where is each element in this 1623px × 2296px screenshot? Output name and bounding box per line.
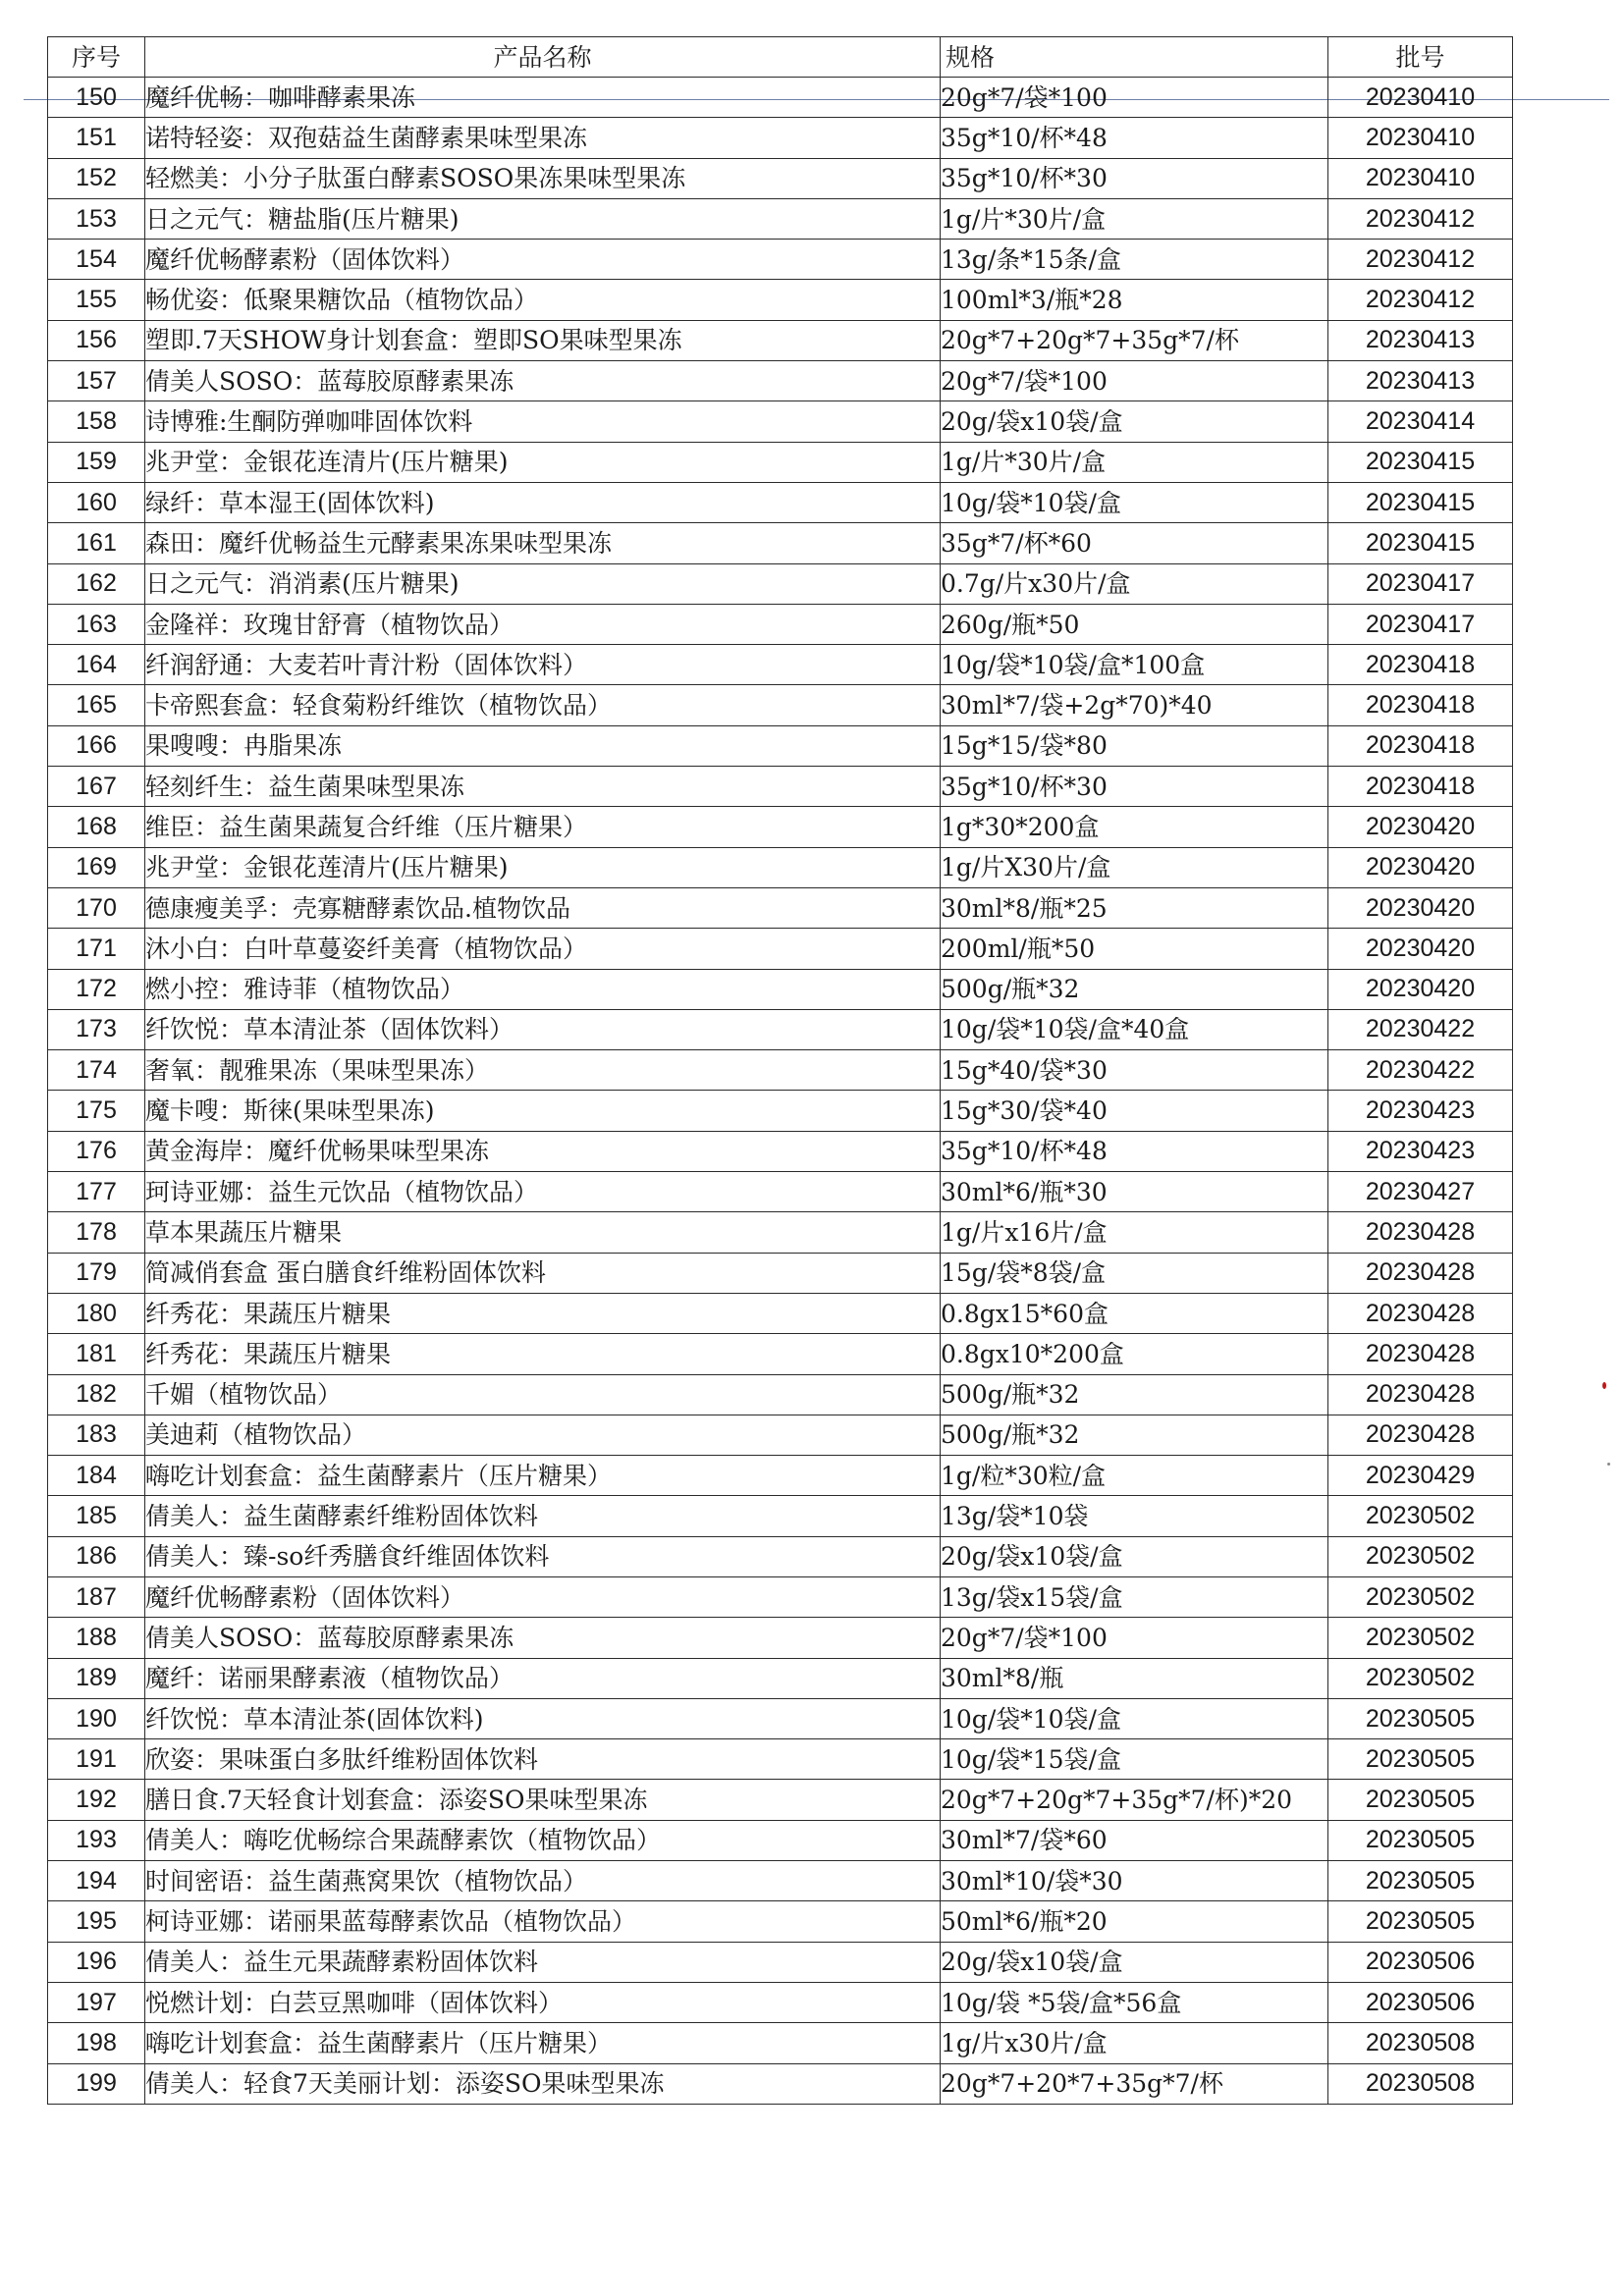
cell-specification: 35g*10/杯*48 <box>941 1131 1328 1171</box>
cell-batch-number: 20230410 <box>1328 78 1513 118</box>
cell-specification: 30ml*8/瓶*25 <box>941 887 1328 928</box>
cell-product-name: 塑即.7天SHOW身计划套盒：塑即SO果味型果冻 <box>145 320 941 360</box>
table-row <box>48 1172 1513 1212</box>
cell-specification: 1g/片x30片/盒 <box>941 2023 1328 2063</box>
cell-serial-number: 161 <box>48 523 145 563</box>
cell-batch-number: 20230428 <box>1328 1212 1513 1253</box>
table-row <box>48 1374 1513 1415</box>
cell-batch-number: 20230428 <box>1328 1293 1513 1333</box>
cell-batch-number: 20230412 <box>1328 240 1513 280</box>
table-row <box>48 1982 1513 2022</box>
cell-specification: 1g*30*200盒 <box>941 807 1328 847</box>
table-row <box>48 969 1513 1009</box>
ink-speck <box>1607 1463 1610 1466</box>
cell-product-name: 倩美人：嗨吃优畅综合果蔬酵素饮（植物饮品） <box>145 1820 941 1860</box>
table-row <box>48 1212 1513 1253</box>
cell-specification: 35g*10/杯*48 <box>941 118 1328 158</box>
table-row <box>48 482 1513 522</box>
cell-specification: 30ml*10/袋*30 <box>941 1861 1328 1901</box>
cell-product-name: 果嗖嗖：冉脂果冻 <box>145 725 941 766</box>
cell-serial-number: 186 <box>48 1536 145 1576</box>
table-row <box>48 1456 1513 1496</box>
cell-batch-number: 20230418 <box>1328 767 1513 807</box>
table-row <box>48 1496 1513 1536</box>
cell-serial-number: 164 <box>48 645 145 685</box>
cell-product-name: 纤秀花：果蔬压片糖果 <box>145 1293 941 1333</box>
table-row <box>48 78 1513 118</box>
cell-batch-number: 20230429 <box>1328 1456 1513 1496</box>
table-row <box>48 158 1513 198</box>
table-body <box>48 78 1513 2105</box>
ink-speck <box>1602 1382 1606 1389</box>
cell-batch-number: 20230508 <box>1328 2023 1513 2063</box>
cell-product-name: 嗨吃计划套盒：益生菌酵素片（压片糖果） <box>145 1456 941 1496</box>
cell-product-name: 魔卡嗖：斯徕(果味型果冻) <box>145 1091 941 1131</box>
cell-serial-number: 152 <box>48 158 145 198</box>
cell-product-name: 倩美人SOSO：蓝莓胶原酵素果冻 <box>145 361 941 401</box>
cell-serial-number: 176 <box>48 1131 145 1171</box>
cell-batch-number: 20230502 <box>1328 1536 1513 1576</box>
cell-specification: 15g*15/袋*80 <box>941 725 1328 766</box>
table-row <box>48 1780 1513 1820</box>
table-row <box>48 198 1513 239</box>
cell-product-name: 倩美人：益生菌酵素纤维粉固体饮料 <box>145 1496 941 1536</box>
cell-product-name: 悦燃计划：白芸豆黑咖啡（固体饮料） <box>145 1982 941 2022</box>
cell-batch-number: 20230410 <box>1328 158 1513 198</box>
cell-specification: 20g/袋x10袋/盒 <box>941 401 1328 442</box>
table-row <box>48 847 1513 887</box>
cell-product-name: 诗博雅:生酮防弹咖啡固体饮料 <box>145 401 941 442</box>
table-row <box>48 1576 1513 1617</box>
cell-product-name: 日之元气：糖盐脂(压片糖果) <box>145 198 941 239</box>
cell-serial-number: 187 <box>48 1576 145 1617</box>
cell-serial-number: 188 <box>48 1618 145 1658</box>
cell-serial-number: 181 <box>48 1334 145 1374</box>
cell-serial-number: 160 <box>48 482 145 522</box>
cell-specification: 200ml/瓶*50 <box>941 929 1328 969</box>
cell-batch-number: 20230417 <box>1328 604 1513 644</box>
cell-serial-number: 182 <box>48 1374 145 1415</box>
header-product-name: 产品名称 <box>145 37 941 78</box>
cell-product-name: 卡帝熙套盒：轻食菊粉纤维饮（植物饮品） <box>145 685 941 725</box>
cell-batch-number: 20230428 <box>1328 1253 1513 1293</box>
cell-product-name: 简减俏套盒 蛋白膳食纤维粉固体饮料 <box>145 1253 941 1293</box>
cell-serial-number: 154 <box>48 240 145 280</box>
cell-specification: 10g/袋 *5袋/盒*56盒 <box>941 1982 1328 2022</box>
cell-batch-number: 20230505 <box>1328 1698 1513 1738</box>
table-row <box>48 1293 1513 1333</box>
cell-product-name: 奢氧：靓雅果冻（果味型果冻） <box>145 1050 941 1091</box>
table-row <box>48 1942 1513 1982</box>
cell-specification: 1g/片*30片/盒 <box>941 442 1328 482</box>
cell-serial-number: 199 <box>48 2063 145 2104</box>
cell-specification: 10g/袋*10袋/盒*40盒 <box>941 1009 1328 1049</box>
cell-specification: 30ml*7/袋*60 <box>941 1820 1328 1860</box>
table-row <box>48 1091 1513 1131</box>
cell-specification: 13g/袋*10袋 <box>941 1496 1328 1536</box>
cell-serial-number: 197 <box>48 1982 145 2022</box>
table-row <box>48 887 1513 928</box>
cell-serial-number: 159 <box>48 442 145 482</box>
cell-serial-number: 193 <box>48 1820 145 1860</box>
cell-batch-number: 20230420 <box>1328 847 1513 887</box>
cell-batch-number: 20230502 <box>1328 1658 1513 1698</box>
table-row <box>48 1253 1513 1293</box>
cell-batch-number: 20230414 <box>1328 401 1513 442</box>
cell-batch-number: 20230428 <box>1328 1334 1513 1374</box>
table-row <box>48 1618 1513 1658</box>
cell-product-name: 轻刻纤生：益生菌果味型果冻 <box>145 767 941 807</box>
cell-batch-number: 20230412 <box>1328 198 1513 239</box>
cell-serial-number: 167 <box>48 767 145 807</box>
cell-product-name: 纤润舒通：大麦若叶青汁粉（固体饮料） <box>145 645 941 685</box>
cell-product-name: 黄金海岸：魔纤优畅果味型果冻 <box>145 1131 941 1171</box>
cell-specification: 30ml*6/瓶*30 <box>941 1172 1328 1212</box>
cell-specification: 35g*7/杯*60 <box>941 523 1328 563</box>
cell-batch-number: 20230413 <box>1328 320 1513 360</box>
cell-batch-number: 20230413 <box>1328 361 1513 401</box>
cell-product-name: 纤秀花：果蔬压片糖果 <box>145 1334 941 1374</box>
cell-specification: 50ml*6/瓶*20 <box>941 1901 1328 1942</box>
cell-batch-number: 20230508 <box>1328 2063 1513 2104</box>
cell-serial-number: 180 <box>48 1293 145 1333</box>
cell-product-name: 兆尹堂：金银花莲清片(压片糖果) <box>145 847 941 887</box>
cell-specification: 500g/瓶*32 <box>941 1374 1328 1415</box>
table-row <box>48 1820 1513 1860</box>
cell-batch-number: 20230505 <box>1328 1861 1513 1901</box>
table-row <box>48 1861 1513 1901</box>
cell-specification: 10g/袋*10袋/盒 <box>941 482 1328 522</box>
cell-product-name: 欣姿：果味蛋白多肽纤维粉固体饮料 <box>145 1739 941 1780</box>
cell-serial-number: 168 <box>48 807 145 847</box>
cell-product-name: 绿纤：草本湿王(固体饮料) <box>145 482 941 522</box>
cell-specification: 260g/瓶*50 <box>941 604 1328 644</box>
cell-batch-number: 20230415 <box>1328 482 1513 522</box>
cell-serial-number: 184 <box>48 1456 145 1496</box>
cell-serial-number: 162 <box>48 563 145 604</box>
header-batch-number: 批号 <box>1328 37 1513 78</box>
cell-product-name: 倩美人：轻食7天美丽计划：添姿SO果味型果冻 <box>145 2063 941 2104</box>
cell-batch-number: 20230423 <box>1328 1131 1513 1171</box>
cell-specification: 15g*30/袋*40 <box>941 1091 1328 1131</box>
cell-serial-number: 151 <box>48 118 145 158</box>
table-row <box>48 1131 1513 1171</box>
cell-product-name: 畅优姿：低聚果糖饮品（植物饮品） <box>145 280 941 320</box>
cell-specification: 13g/条*15条/盒 <box>941 240 1328 280</box>
table-row <box>48 1698 1513 1738</box>
header-specification: 规格 <box>941 37 1328 78</box>
cell-specification: 0.8gx15*60盒 <box>941 1293 1328 1333</box>
cell-batch-number: 20230420 <box>1328 929 1513 969</box>
cell-serial-number: 157 <box>48 361 145 401</box>
cell-batch-number: 20230420 <box>1328 969 1513 1009</box>
cell-serial-number: 196 <box>48 1942 145 1982</box>
cell-product-name: 轻燃美：小分子肽蛋白酵素SOSO果冻果味型果冻 <box>145 158 941 198</box>
cell-product-name: 嗨吃计划套盒：益生菌酵素片（压片糖果） <box>145 2023 941 2063</box>
cell-serial-number: 191 <box>48 1739 145 1780</box>
cell-serial-number: 166 <box>48 725 145 766</box>
cell-specification: 10g/袋*15袋/盒 <box>941 1739 1328 1780</box>
cell-batch-number: 20230417 <box>1328 563 1513 604</box>
cell-product-name: 纤饮悦：草本清沚茶(固体饮料) <box>145 1698 941 1738</box>
cell-serial-number: 195 <box>48 1901 145 1942</box>
cell-specification: 30ml*7/袋+2g*70)*40 <box>941 685 1328 725</box>
cell-serial-number: 179 <box>48 1253 145 1293</box>
table-row <box>48 1658 1513 1698</box>
cell-specification: 1g/粒*30粒/盒 <box>941 1456 1328 1496</box>
cell-specification: 20g*7/袋*100 <box>941 1618 1328 1658</box>
cell-batch-number: 20230423 <box>1328 1091 1513 1131</box>
cell-specification: 13g/袋x15袋/盒 <box>941 1576 1328 1617</box>
cell-serial-number: 198 <box>48 2023 145 2063</box>
cell-serial-number: 165 <box>48 685 145 725</box>
cell-serial-number: 190 <box>48 1698 145 1738</box>
table-row <box>48 1415 1513 1455</box>
cell-batch-number: 20230415 <box>1328 523 1513 563</box>
cell-specification: 15g/袋*8袋/盒 <box>941 1253 1328 1293</box>
cell-serial-number: 178 <box>48 1212 145 1253</box>
cell-specification: 20g*7/袋*100 <box>941 78 1328 118</box>
table-row <box>48 523 1513 563</box>
cell-product-name: 魔纤优畅：咖啡酵素果冻 <box>145 78 941 118</box>
cell-serial-number: 156 <box>48 320 145 360</box>
cell-product-name: 时间密语：益生菌燕窝果饮（植物饮品） <box>145 1861 941 1901</box>
table-row <box>48 2063 1513 2104</box>
cell-specification: 20g*7/袋*100 <box>941 361 1328 401</box>
cell-specification: 0.7g/片x30片/盒 <box>941 563 1328 604</box>
cell-product-name: 兆尹堂：金银花连清片(压片糖果) <box>145 442 941 482</box>
cell-specification: 15g*40/袋*30 <box>941 1050 1328 1091</box>
cell-batch-number: 20230418 <box>1328 685 1513 725</box>
cell-specification: 500g/瓶*32 <box>941 969 1328 1009</box>
cell-batch-number: 20230418 <box>1328 725 1513 766</box>
cell-serial-number: 158 <box>48 401 145 442</box>
cell-product-name: 倩美人：益生元果蔬酵素粉固体饮料 <box>145 1942 941 1982</box>
cell-product-name: 千媚（植物饮品） <box>145 1374 941 1415</box>
cell-serial-number: 189 <box>48 1658 145 1698</box>
cell-product-name: 美迪莉（植物饮品） <box>145 1415 941 1455</box>
cell-batch-number: 20230428 <box>1328 1415 1513 1455</box>
cell-serial-number: 150 <box>48 78 145 118</box>
cell-batch-number: 20230428 <box>1328 1374 1513 1415</box>
cell-product-name: 柯诗亚娜：诺丽果蓝莓酵素饮品（植物饮品） <box>145 1901 941 1942</box>
cell-product-name: 魔纤优畅酵素粉（固体饮料） <box>145 240 941 280</box>
cell-batch-number: 20230427 <box>1328 1172 1513 1212</box>
cell-batch-number: 20230505 <box>1328 1820 1513 1860</box>
cell-product-name: 诺特轻姿：双孢菇益生菌酵素果味型果冻 <box>145 118 941 158</box>
table-row <box>48 1334 1513 1374</box>
cell-specification: 1g/片x16片/盒 <box>941 1212 1328 1253</box>
cell-product-name: 金隆祥：玫瑰甘舒膏（植物饮品） <box>145 604 941 644</box>
cell-batch-number: 20230410 <box>1328 118 1513 158</box>
cell-product-name: 魔纤：诺丽果酵素液（植物饮品） <box>145 1658 941 1698</box>
cell-product-name: 膳日食.7天轻食计划套盒：添姿SO果味型果冻 <box>145 1780 941 1820</box>
table-row <box>48 1050 1513 1091</box>
table-row <box>48 1739 1513 1780</box>
cell-serial-number: 173 <box>48 1009 145 1049</box>
cell-specification: 20g*7+20*7+35g*7/杯 <box>941 2063 1328 2104</box>
table-row <box>48 1901 1513 1942</box>
cell-serial-number: 175 <box>48 1091 145 1131</box>
cell-specification: 20g*7+20g*7+35g*7/杯)*20 <box>941 1780 1328 1820</box>
cell-batch-number: 20230506 <box>1328 1982 1513 2022</box>
cell-specification: 100ml*3/瓶*28 <box>941 280 1328 320</box>
cell-serial-number: 194 <box>48 1861 145 1901</box>
table-row <box>48 2023 1513 2063</box>
cell-batch-number: 20230415 <box>1328 442 1513 482</box>
cell-product-name: 草本果蔬压片糖果 <box>145 1212 941 1253</box>
table-row <box>48 1009 1513 1049</box>
cell-serial-number: 177 <box>48 1172 145 1212</box>
table-row <box>48 361 1513 401</box>
cell-specification: 10g/袋*10袋/盒*100盒 <box>941 645 1328 685</box>
cell-serial-number: 153 <box>48 198 145 239</box>
table-row <box>48 240 1513 280</box>
cell-batch-number: 20230422 <box>1328 1009 1513 1049</box>
table-row <box>48 118 1513 158</box>
table-row <box>48 604 1513 644</box>
table-row <box>48 929 1513 969</box>
cell-batch-number: 20230502 <box>1328 1618 1513 1658</box>
cell-serial-number: 155 <box>48 280 145 320</box>
cell-product-name: 魔纤优畅酵素粉（固体饮料） <box>145 1576 941 1617</box>
cell-batch-number: 20230502 <box>1328 1576 1513 1617</box>
table-row <box>48 725 1513 766</box>
cell-specification: 30ml*8/瓶 <box>941 1658 1328 1698</box>
cell-batch-number: 20230412 <box>1328 280 1513 320</box>
cell-serial-number: 172 <box>48 969 145 1009</box>
cell-product-name: 倩美人：臻-so纤秀膳食纤维固体饮料 <box>145 1536 941 1576</box>
table-row <box>48 320 1513 360</box>
cell-product-name: 森田：魔纤优畅益生元酵素果冻果味型果冻 <box>145 523 941 563</box>
cell-specification: 20g/袋x10袋/盒 <box>941 1942 1328 1982</box>
cell-product-name: 燃小控：雅诗菲（植物饮品） <box>145 969 941 1009</box>
cell-serial-number: 185 <box>48 1496 145 1536</box>
cell-serial-number: 171 <box>48 929 145 969</box>
cell-specification: 35g*10/杯*30 <box>941 158 1328 198</box>
cell-product-name: 日之元气：消消素(压片糖果) <box>145 563 941 604</box>
cell-serial-number: 163 <box>48 604 145 644</box>
table-row <box>48 442 1513 482</box>
cell-specification: 35g*10/杯*30 <box>941 767 1328 807</box>
cell-specification: 1g/片*30片/盒 <box>941 198 1328 239</box>
table-row <box>48 563 1513 604</box>
table-header-row <box>48 37 1513 78</box>
cell-specification: 1g/片X30片/盒 <box>941 847 1328 887</box>
cell-product-name: 德康瘦美孚：壳寡糖酵素饮品.植物饮品 <box>145 887 941 928</box>
cell-serial-number: 170 <box>48 887 145 928</box>
table-row <box>48 767 1513 807</box>
cell-product-name: 纤饮悦：草本清沚茶（固体饮料） <box>145 1009 941 1049</box>
cell-serial-number: 174 <box>48 1050 145 1091</box>
cell-product-name: 珂诗亚娜：益生元饮品（植物饮品） <box>145 1172 941 1212</box>
cell-product-name: 维臣：益生菌果蔬复合纤维（压片糖果） <box>145 807 941 847</box>
cell-batch-number: 20230502 <box>1328 1496 1513 1536</box>
table-row <box>48 280 1513 320</box>
cell-serial-number: 169 <box>48 847 145 887</box>
cell-batch-number: 20230420 <box>1328 807 1513 847</box>
cell-specification: 0.8gx10*200盒 <box>941 1334 1328 1374</box>
cell-batch-number: 20230505 <box>1328 1901 1513 1942</box>
table-row <box>48 1536 1513 1576</box>
table-row <box>48 807 1513 847</box>
cell-batch-number: 20230418 <box>1328 645 1513 685</box>
cell-batch-number: 20230422 <box>1328 1050 1513 1091</box>
cell-specification: 500g/瓶*32 <box>941 1415 1328 1455</box>
cell-batch-number: 20230420 <box>1328 887 1513 928</box>
cell-specification: 20g*7+20g*7+35g*7/杯 <box>941 320 1328 360</box>
cell-serial-number: 192 <box>48 1780 145 1820</box>
table-row <box>48 401 1513 442</box>
cell-batch-number: 20230505 <box>1328 1780 1513 1820</box>
cell-product-name: 沐小白：白叶草蔓姿纤美膏（植物饮品） <box>145 929 941 969</box>
cell-specification: 10g/袋*10袋/盒 <box>941 1698 1328 1738</box>
table-row <box>48 645 1513 685</box>
cell-serial-number: 183 <box>48 1415 145 1455</box>
cell-product-name: 倩美人SOSO：蓝莓胶原酵素果冻 <box>145 1618 941 1658</box>
header-serial-number: 序号 <box>48 37 145 78</box>
table-row <box>48 685 1513 725</box>
product-batch-table <box>47 36 1513 2105</box>
cell-batch-number: 20230506 <box>1328 1942 1513 1982</box>
cell-specification: 20g/袋x10袋/盒 <box>941 1536 1328 1576</box>
cell-batch-number: 20230505 <box>1328 1739 1513 1780</box>
